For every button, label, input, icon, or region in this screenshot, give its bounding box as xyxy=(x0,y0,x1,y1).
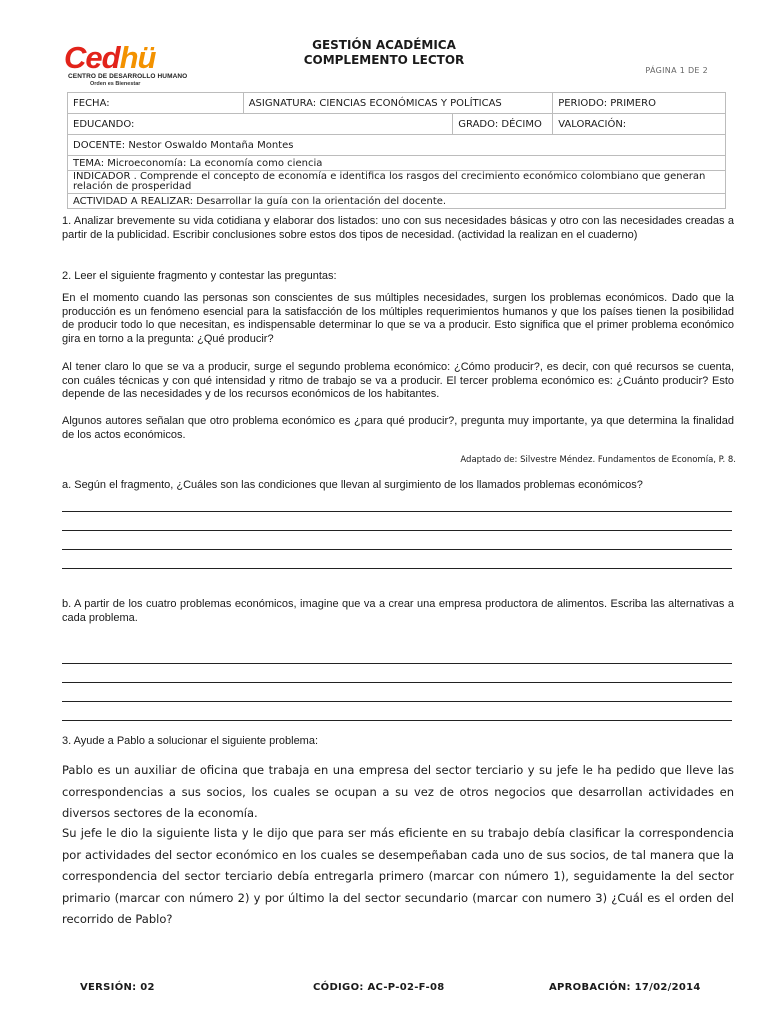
activity-1-text: 1. Analizar brevemente su vida cotidiana y elaborar dos listados: uno con sus necesidades básicas y otro con las necesidades creadas a partir de la publicidad. Escribir conclusiones sobre estos dos tipos de necesidad. (actividad la realizan en el cuaderno) xyxy=(62,215,734,241)
answer-line[interactable] xyxy=(62,720,732,721)
answer-line[interactable] xyxy=(62,568,732,569)
footer-version: VERSIÓN: 02 xyxy=(80,982,155,993)
valoracion-cell: VALORACIÓN: xyxy=(553,114,726,135)
problem-paragraph-1: Pablo es un auxiliar de oficina que trabaja en una empresa del sector terciario y su jefe le ha pedido que lleve las correspondencias a sus socios, los cuales se ocupan a su vez de otros negocios que desarrollan actividades en diversos sectores de la economía. xyxy=(62,763,734,820)
asignatura-cell: ASIGNATURA: CIENCIAS ECONÓMICAS Y POLÍTICAS xyxy=(243,93,552,114)
reading-paragraph-2: Al tener claro lo que se va a producir, surge el segundo problema económico: ¿Cómo producir?, es decir, con qué recursos se cuenta, con cuáles técnicas y con qué intensidad y ritmo de trabajo se va a producir. El tercer problema económico es: ¿Cuánto producir? Esto depende de las necesidades y de los recursos económicos de los habitantes. xyxy=(62,361,734,400)
answer-line[interactable] xyxy=(62,549,732,550)
info-table xyxy=(67,92,726,209)
problem-paragraph-2: Su jefe le dio la siguiente lista y le dijo que para ser más eficiente en su trabajo debía clasificar la correspondencia por actividades del sector económico en los cuales se desempeñaban cada uno de sus socios, de tal manera que la correspondencia del sector terciario debía entregarla primero (marcar con número 1), seguidamente la del sector primario (marcar con número 2) y por último la del sector secundario (marcar con numero 3) ¿Cuál es el orden del recorrido de Pablo? xyxy=(62,826,734,926)
doc-title-main: GESTIÓN ACADÉMICA xyxy=(312,38,456,52)
activity-2-text: 2. Leer el siguiente fragmento y contestar las preguntas: xyxy=(62,270,337,282)
question-b: b. A partir de los cuatro problemas económicos, imagine que va a crear una empresa productora de alimentos. Escriba las alternativas a cada problema. xyxy=(62,598,734,624)
answer-line[interactable] xyxy=(62,682,732,683)
indicador-cell: INDICADOR . Comprende el concepto de economía e identifica los rasgos del crecimiento económico colombiano que generan relación de prosperidad xyxy=(68,171,726,194)
periodo-cell: PERIODO: PRIMERO xyxy=(553,93,726,114)
tema-cell: TEMA: Microeconomía: La economía como ciencia xyxy=(68,156,726,171)
logo-text-a: Ced xyxy=(64,40,120,75)
footer-approval: APROBACIÓN: 17/02/2014 xyxy=(549,982,701,993)
logo-wordmark xyxy=(64,42,155,74)
info-row-5 xyxy=(68,171,726,194)
page-number: PÁGINA 1 DE 2 xyxy=(645,66,708,75)
footer-code: CÓDIGO: AC-P-02-F-08 xyxy=(313,982,445,993)
logo-motto: Orden es Bienestar xyxy=(90,81,141,87)
reading-paragraph-1: En el momento cuando las personas son conscientes de sus múltiples necesidades, surgen los problemas económicos. Dado que la producción es un fenómeno esencial para la satisfacción de los múltiples requerimientos humanos y que los países tienen la posibilidad de producir todo lo que necesitan, es indispensable determinar lo que se va a producir. Esto significa que el primer problema económico gira en torno a la pregunta: ¿Qué producir? xyxy=(62,292,734,345)
reading-paragraph-3: Algunos autores señalan que otro problema económico es ¿para qué producir?, pregunta muy importante, ya que determina la finalidad de los actos económicos. xyxy=(62,415,734,441)
activity-3-text: 3. Ayude a Pablo a solucionar el siguiente problema: xyxy=(62,735,319,747)
info-row-3 xyxy=(68,135,726,156)
grado-cell: GRADO: DÉCIMO xyxy=(453,114,553,135)
actividad-cell: ACTIVIDAD A REALIZAR: Desarrollar la guía con la orientación del docente. xyxy=(68,194,726,209)
info-row-4 xyxy=(68,156,726,171)
info-row-6 xyxy=(68,194,726,209)
question-a: a. Según el fragmento, ¿Cuáles son las condiciones que llevan al surgimiento de los llamados problemas económicos? xyxy=(62,479,643,491)
answer-line[interactable] xyxy=(62,530,732,531)
logo-text-b: hü xyxy=(119,40,156,75)
answer-line[interactable] xyxy=(62,511,732,512)
cedhu-logo xyxy=(64,42,194,88)
source-citation: Adaptado de: Silvestre Méndez. Fundamentos de Economía, P. 8. xyxy=(460,455,736,465)
answer-line[interactable] xyxy=(62,663,732,664)
fecha-cell: FECHA: xyxy=(68,93,244,114)
answer-line[interactable] xyxy=(62,701,732,702)
doc-title-sub: COMPLEMENTO LECTOR xyxy=(303,53,465,67)
logo-subtitle: CENTRO DE DESARROLLO HUMANO xyxy=(68,73,188,80)
docente-cell: DOCENTE: Nestor Oswaldo Montaña Montes xyxy=(68,135,726,156)
info-row-1 xyxy=(68,93,726,114)
educando-cell: EDUCANDO: xyxy=(68,114,453,135)
info-row-2 xyxy=(68,114,726,135)
